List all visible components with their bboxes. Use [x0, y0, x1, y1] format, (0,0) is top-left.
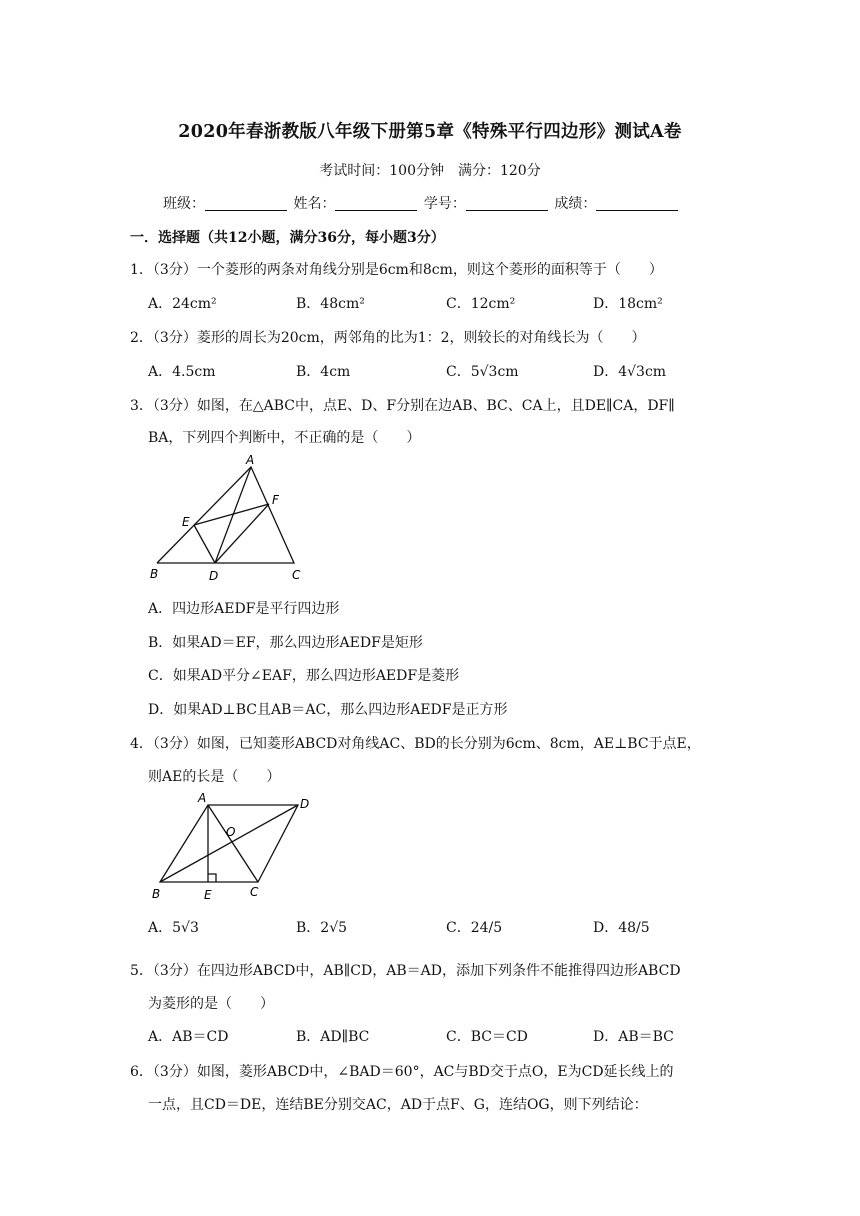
student-info-row: [163, 193, 680, 213]
q4-label-B: B: [152, 887, 161, 901]
q1-option-d: D．18cm²: [593, 296, 663, 312]
q3-triangle-outline: [157, 467, 294, 563]
score-blank: [596, 196, 678, 211]
q5-stem-line1: 5．（3分）在四边形ABCD中，AB∥CD，AB＝AD，添加下列条件不能推得四边形ABCD: [130, 963, 681, 979]
q3-label-F: F: [272, 493, 279, 507]
q3-label-B: B: [150, 567, 159, 581]
q3-option-b: B．如果AD＝EF，那么四边形AEDF是矩形: [148, 635, 423, 651]
q4-option-b: B．2√5: [296, 920, 348, 936]
student-id-label: 学号：: [423, 196, 466, 212]
q5-option-b: B．AD∥BC: [296, 1029, 370, 1045]
q2-option-b: B．4cm: [296, 364, 351, 380]
q5-option-c: C．BC＝CD: [446, 1029, 528, 1045]
exam-subtitle: 考试时间：100分钟 满分：120分: [319, 163, 541, 179]
q6-stem-line2: 一点，且CD＝DE，连结BE分别交AC，AD于点F、G，连结OG，则下列结论：: [148, 1097, 648, 1113]
score-label: 成绩：: [554, 196, 597, 212]
page-title: 2020年春浙教版八年级下册第5章《特殊平行四边形》测试A卷: [178, 122, 682, 142]
q4-option-a: A．5√3: [148, 920, 199, 936]
q1-option-b: B．48cm²: [296, 296, 365, 312]
q4-option-d: D．48/5: [593, 920, 650, 936]
q2-option-d: D．4√3cm: [593, 364, 667, 380]
class-label: 班级：: [163, 196, 205, 212]
q5-option-a: A．AB＝CD: [148, 1029, 229, 1045]
q4-stem-line1: 4．（3分）如图，已知菱形ABCD对角线AC、BD的长分别为6cm、8cm，AE⊥BC于点E，: [130, 736, 701, 752]
q3-option-c: C．如果AD平分∠EAF，那么四边形AEDF是菱形: [148, 668, 460, 684]
q3-label-E: E: [182, 515, 190, 529]
name-label: 姓名：: [293, 196, 336, 212]
q4-label-O: O: [226, 825, 236, 839]
q3-option-a: A．四边形AEDF是平行四边形: [148, 601, 340, 617]
q3-stem-line1: 3．（3分）如图，在△ABC中，点E、D、F分别在边AB、BC、CA上，且DE∥CA，DF∥: [130, 398, 675, 414]
q4-stem-line2: 则AE的长是（ ）: [148, 769, 281, 785]
student-id-blank: [466, 196, 548, 211]
q5-option-d: D．AB＝BC: [593, 1029, 674, 1045]
q4-label-D: D: [300, 797, 310, 811]
q3-segment-AD: [215, 467, 251, 563]
name-blank: [335, 196, 417, 211]
q2-option-a: A．4.5cm: [148, 364, 216, 380]
q1-option-a: A．24cm²: [148, 296, 217, 312]
q4-option-c: C．24/5: [446, 920, 503, 936]
section-heading: 一．选择题（共12小题，满分36分，每小题3分）: [130, 230, 445, 246]
q3-option-d: D．如果AD⊥BC且AB＝AC，那么四边形AEDF是正方形: [148, 702, 508, 718]
q3-label-D: D: [209, 569, 219, 583]
q2-option-c: C．5√3cm: [446, 364, 519, 380]
q3-stem-line2: BA，下列四个判断中，不正确的是（ ）: [148, 430, 421, 446]
q4-label-A: A: [198, 791, 207, 805]
q1-option-c: C．12cm²: [446, 296, 516, 312]
q3-label-C: C: [292, 568, 301, 582]
q6-stem-line1: 6．（3分）如图，菱形ABCD中，∠BAD＝60°，AC与BD交于点O，E为CD延长线上的: [130, 1064, 674, 1080]
q3-segment-ED: [194, 525, 215, 563]
q4-right-angle-mark: [208, 874, 216, 882]
q3-segment-DF: [215, 504, 269, 563]
q4-label-C: C: [250, 885, 259, 899]
q5-stem-line2: 为菱形的是（ ）: [148, 996, 274, 1012]
q2-stem: 2．（3分）菱形的周长为20cm，两邻角的比为1：2，则较长的对角线长为（ ）: [130, 330, 646, 346]
q4-diagonal-AC: [208, 805, 258, 882]
q3-label-A: A: [246, 453, 255, 467]
class-blank: [205, 196, 287, 211]
q4-label-E: E: [204, 888, 212, 902]
q1-stem: 1．（3分）一个菱形的两条对角线分别是6cm和8cm，则这个菱形的面积等于（ ）: [130, 262, 663, 278]
q4-rhombus-figure: [140, 790, 330, 910]
q3-triangle-figure: [140, 452, 320, 587]
